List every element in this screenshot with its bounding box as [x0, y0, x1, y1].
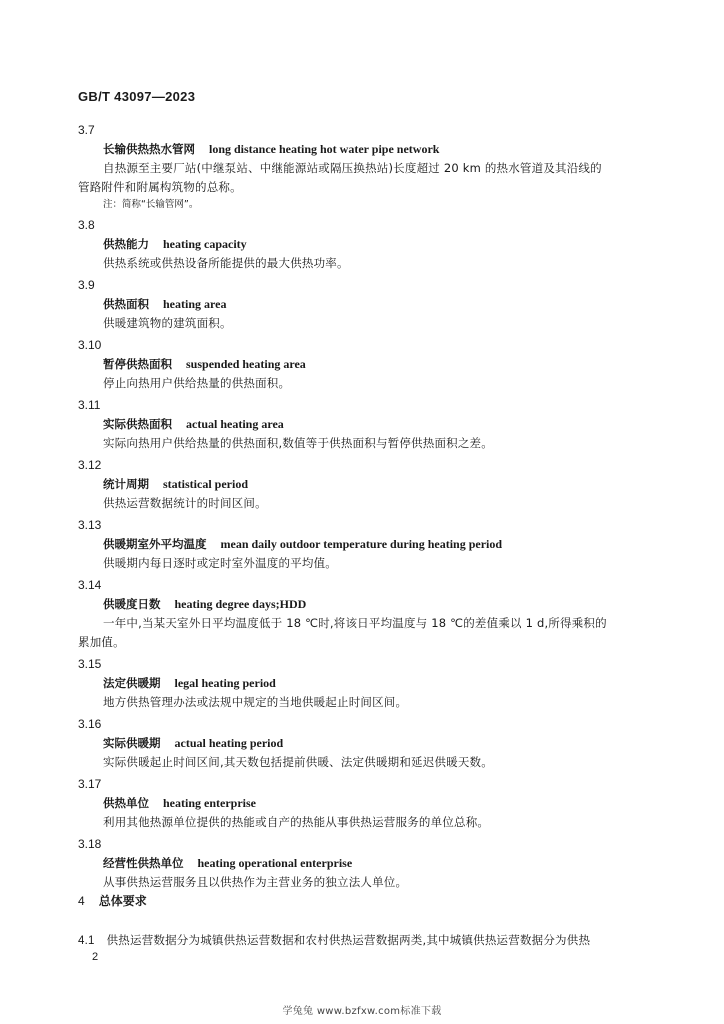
term-name-zh: 暂停供热面积: [103, 357, 172, 371]
term-name-en: statistical period: [163, 477, 248, 491]
term-definition: 实际向热用户供给热量的供热面积,数值等于供热面积与暂停供热面积之差。: [103, 436, 493, 450]
term-name-zh: 供热能力: [103, 237, 149, 251]
term-title: [78, 355, 658, 374]
term-title: [78, 794, 658, 813]
term-name-zh: 统计周期: [103, 477, 149, 491]
term-number: 3.18: [78, 837, 102, 851]
term-entry: [78, 714, 658, 772]
term-entry: [78, 774, 658, 832]
term-number: 3.16: [78, 717, 102, 731]
term-name-zh: 法定供暖期: [103, 676, 161, 690]
term-title: [78, 140, 658, 159]
term-title: [78, 295, 658, 314]
term-title: [78, 535, 658, 554]
term-definition: 一年中,当某天室外日平均温度低于 18 ℃时,将该日平均温度与 18 ℃的差值乘以 1 d,所得乘积的: [103, 616, 607, 630]
term-number: 3.9: [78, 278, 95, 292]
term-number: 3.14: [78, 578, 102, 592]
term-title: [78, 734, 658, 753]
term-name-zh: 供热面积: [103, 297, 149, 311]
term-name-en: legal heating period: [174, 676, 276, 690]
clause-text: 供热运营数据分为城镇供热运营数据和农村供热运营数据两类,其中城镇供热运营数据分为供热: [106, 933, 591, 947]
clause-number: 4.1: [78, 935, 95, 947]
term-definition: 自热源至主要厂站(中继泵站、中继能源站或隔压换热站)长度超过 20 km 的热水管道及其沿线的: [103, 161, 602, 175]
term-definition: 供热运营数据统计的时间区间。: [103, 496, 267, 510]
term-name-en: heating degree days;HDD: [174, 597, 307, 611]
term-entry: [78, 120, 658, 213]
clause-paragraph: [78, 932, 658, 948]
term-entry: [78, 654, 658, 712]
term-definition: 停止向热用户供给热量的供热面积。: [103, 376, 291, 390]
term-definition: 地方供热管理办法或法规中规定的当地供暖起止时间区间。: [103, 695, 408, 709]
term-definition: 利用其他热源单位提供的热能或自产的热能从事供热运营服务的单位总称。: [103, 815, 490, 829]
term-name-en: heating capacity: [163, 237, 247, 251]
term-name-zh: 长输供热热水管网: [103, 142, 195, 156]
section-heading: [78, 892, 147, 909]
term-title: [78, 235, 658, 254]
term-name-zh: 供暖度日数: [103, 597, 161, 611]
term-title: [78, 415, 658, 434]
term-entry: [78, 395, 658, 453]
term-name-zh: 供热单位: [103, 796, 149, 810]
term-number: 3.17: [78, 777, 102, 791]
term-name-en: actual heating period: [174, 736, 284, 750]
term-title: [78, 475, 658, 494]
term-name-en: long distance heating hot water pipe network: [209, 142, 440, 156]
term-name-en: heating enterprise: [163, 796, 256, 810]
footer-watermark-text: 学兔兔 www.bzfxw.com标准下载: [282, 1006, 442, 1017]
term-number: 3.7: [78, 123, 95, 137]
term-number: 3.13: [78, 518, 102, 532]
term-title: [78, 595, 658, 614]
term-name-en: actual heating area: [186, 417, 284, 431]
term-note: 注：简称“长输管网”。: [103, 199, 199, 210]
term-entry: [78, 834, 658, 892]
term-name-en: heating operational enterprise: [197, 856, 353, 870]
standard-code-header: GB/T 43097—2023: [78, 89, 196, 104]
term-entry: [78, 575, 658, 652]
term-number: 3.11: [78, 398, 101, 412]
section-title: 总体要求: [98, 894, 147, 908]
term-title: [78, 674, 658, 693]
term-number: 3.10: [78, 338, 102, 352]
term-entry: [78, 335, 658, 393]
term-number: 3.15: [78, 657, 102, 671]
term-name-en: mean daily outdoor temperature during heating period: [220, 537, 503, 551]
term-definition: 实际供暖起止时间区间,其天数包括提前供暖、法定供暖期和延迟供暖天数。: [103, 755, 493, 769]
term-entry: [78, 515, 658, 573]
term-definition: 供暖期内每日逐时或定时室外温度的平均值。: [103, 556, 337, 570]
term-title: [78, 854, 658, 873]
terms-list: [78, 118, 658, 892]
term-definition-continued: 管路附件和附属构筑物的总称。: [78, 180, 242, 194]
term-definition: 供热系统或供热设备所能提供的最大供热功率。: [103, 256, 349, 270]
term-name-zh: 供暖期室外平均温度: [103, 537, 207, 551]
term-entry: [78, 275, 658, 333]
term-name-en: heating area: [163, 297, 227, 311]
term-definition: 供暖建筑物的建筑面积。: [103, 316, 232, 330]
section-number: 4: [78, 894, 85, 908]
term-definition: 从事供热运营服务且以供热作为主营业务的独立法人单位。: [103, 875, 408, 889]
term-name-zh: 经营性供热单位: [103, 856, 184, 870]
term-number: 3.12: [78, 458, 102, 472]
term-entry: [78, 455, 658, 513]
term-number: 3.8: [78, 218, 95, 232]
term-definition-continued: 累加值。: [78, 635, 125, 649]
term-entry: [78, 215, 658, 273]
term-name-zh: 实际供热面积: [103, 417, 172, 431]
term-name-zh: 实际供暖期: [103, 736, 161, 750]
term-name-en: suspended heating area: [186, 357, 306, 371]
page-number: 2: [92, 951, 99, 963]
